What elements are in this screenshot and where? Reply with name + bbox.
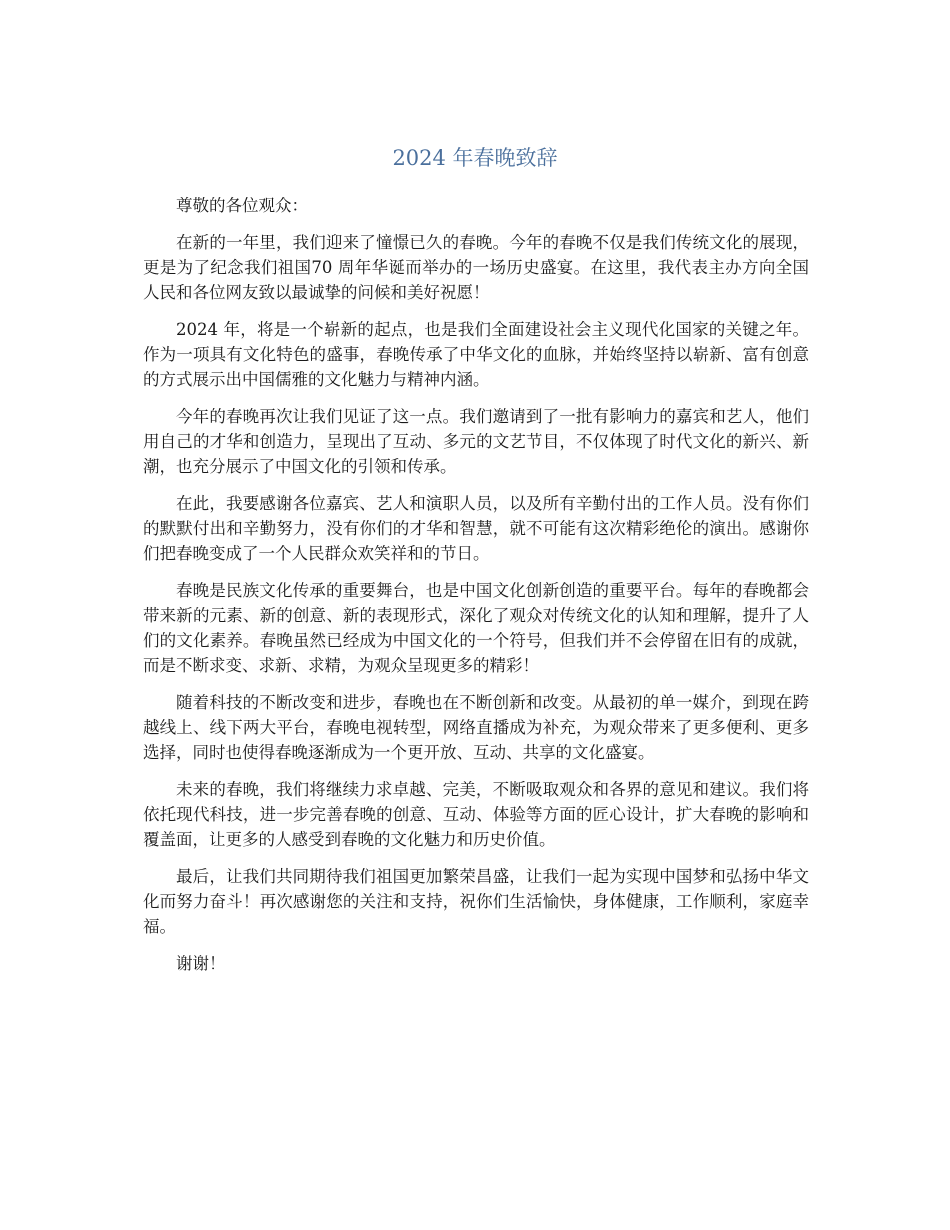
paragraph: 未来的春晚，我们将继续力求卓越、完美，不断吸取观众和各界的意见和建议。我们将依托现代科技，进一步完善春晚的创意、互动、体验等方面的匠心设计，扩大春晚的影响和覆盖面，让更多的人感受到春晚的文化魅力和历史价值。: [143, 780, 809, 849]
paragraph: 春晚是民族文化传承的重要舞台，也是中国文化创新创造的重要平台。每年的春晚都会带来新的元素、新的创意、新的表现形式，深化了观众对传统文化的认知和理解，提升了人们的文化素养。春晚虽然已经成为中国文化的一个符号，但我们并不会停留在旧有的成就，而是不断求变、求新、求精，为观众呈现更多的精彩！: [143, 581, 809, 675]
paragraph: 在新的一年里，我们迎来了憧憬已久的春晚。今年的春晚不仅是我们传统文化的展现，更是为了纪念我们祖国70 周年华诞而举办的一场历史盛宴。在这里，我代表主办方向全国人民和各位网友致以最诚挚的问候和美好祝愿！: [143, 233, 809, 302]
document-title: 2024 年春晚致辞: [392, 146, 558, 170]
closing: 谢谢！: [176, 954, 226, 973]
salutation: 尊敬的各位观众：: [176, 196, 308, 215]
document-body: [143, 193, 809, 988]
paragraph: 最后，让我们共同期待我们祖国更加繁荣昌盛，让我们一起为实现中国梦和弘扬中华文化而努力奋斗！再次感谢您的关注和支持，祝你们生活愉快，身体健康，工作顺利，家庭幸福。: [143, 867, 809, 936]
paragraph: 在此，我要感谢各位嘉宾、艺人和演职人员，以及所有辛勤付出的工作人员。没有你们的默默付出和辛勤努力，没有你们的才华和智慧，就不可能有这次精彩绝伦的演出。感谢你们把春晚变成了一个人民群众欢笑祥和的节日。: [143, 494, 809, 563]
paragraph: 今年的春晚再次让我们见证了这一点。我们邀请到了一批有影响力的嘉宾和艺人，他们用自己的才华和创造力，呈现出了互动、多元的文艺节目，不仅体现了时代文化的新兴、新潮，也充分展示了中国文化的引领和传承。: [143, 407, 809, 476]
paragraph: 2024 年，将是一个崭新的起点，也是我们全面建设社会主义现代化国家的关键之年。作为一项具有文化特色的盛事，春晚传承了中华文化的血脉，并始终坚持以崭新、富有创意的方式展示出中国儒雅的文化魅力与精神内涵。: [143, 320, 809, 389]
paragraph: 随着科技的不断改变和进步，春晚也在不断创新和改变。从最初的单一媒介，到现在跨越线上、线下两大平台，春晚电视转型，网络直播成为补充，为观众带来了更多便利、更多选择，同时也使得春晚逐渐成为一个更开放、互动、共享的文化盛宴。: [143, 693, 809, 762]
